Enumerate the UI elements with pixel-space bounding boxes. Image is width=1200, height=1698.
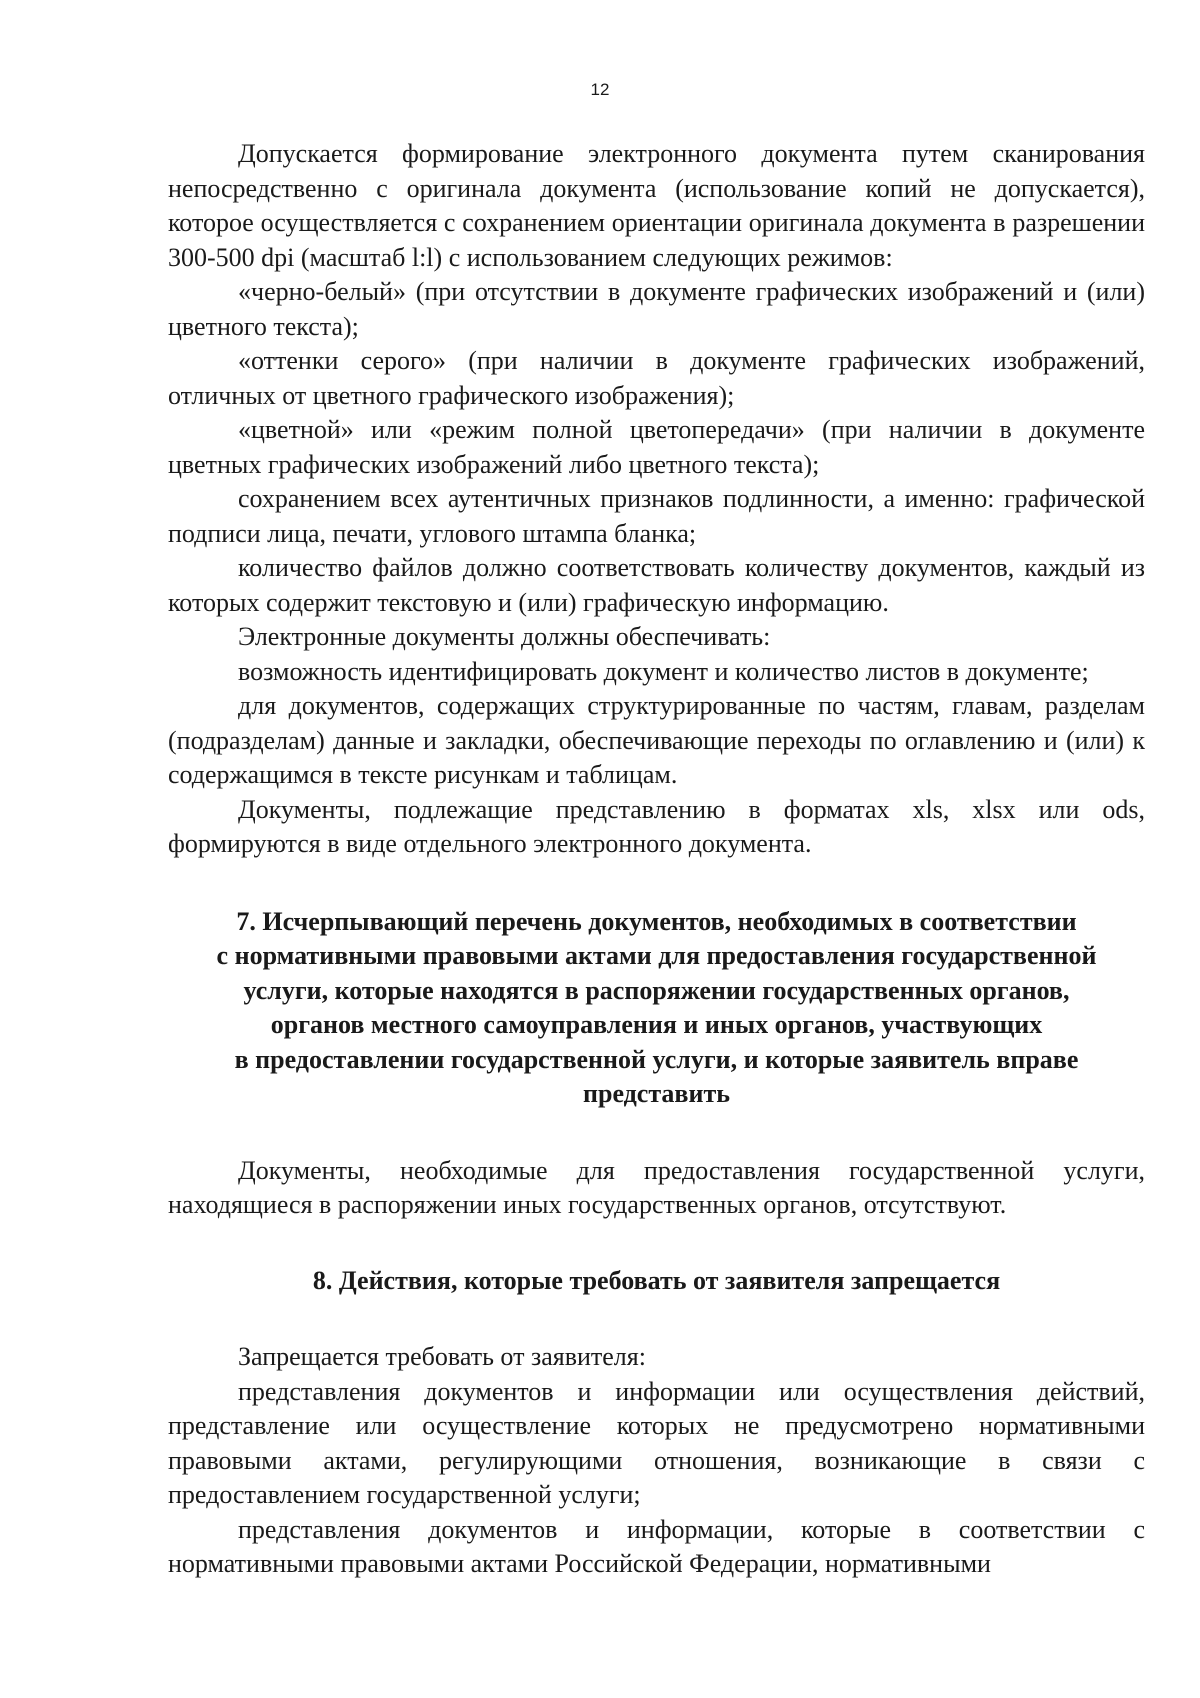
page-number: 12: [590, 80, 610, 99]
paragraph: «оттенки серого» (при наличии в документе графических изображений, отличных от цветного графического изображения);: [168, 346, 1145, 410]
heading-line: 7. Исчерпывающий перечень документов, необходимых в соответствии: [236, 906, 1077, 936]
paragraph: представления документов и информации или осуществления действий, представление или осуществление которых не предусмотрено нормативными правовыми актами, регулирующими отношения, возникающие в связи с предоставлением государственной услуги;: [168, 1376, 1145, 1509]
paragraph: Электронные документы должны обеспечивать:: [238, 622, 771, 651]
paragraph: представления документов и информации, которые в соответствии с нормативными правовыми актами Российской Федерации, нормативными: [168, 1514, 1145, 1578]
heading-line: органов местного самоуправления и иных органов, участвующих: [270, 1010, 1043, 1039]
paragraph: Документы, подлежащие представлению в форматах xls, xlsx или ods, формируются в виде отдельного электронного документа.: [168, 794, 1145, 858]
document-body: [168, 137, 1145, 1582]
paragraph: «цветной» или «режим полной цветопередачи» (при наличии в документе цветных графических изображений либо цветного текста);: [168, 415, 1145, 479]
paragraph: «черно-белый» (при отсутствии в документе графических изображений и (или) цветного текста);: [168, 277, 1145, 341]
paragraph: Запрещается требовать от заявителя:: [238, 1342, 646, 1371]
paragraph: количество файлов должно соответствовать количеству документов, каждый из которых содержит текстовую и (или) графическую информацию.: [168, 553, 1145, 617]
section-7-heading: [168, 905, 1145, 1112]
heading-line: в предоставлении государственной услуги, и которые заявитель вправе: [234, 1044, 1079, 1074]
paragraph: сохранением всех аутентичных признаков подлинности, а именно: графической подписи лица, печати, углового штампа бланка;: [168, 484, 1145, 548]
section-8-heading: 8. Действия, которые требовать от заявителя запрещается: [312, 1265, 1001, 1295]
paragraph: Документы, необходимые для предоставления государственной услуги, находящиеся в распоряжении иных государственных органов, отсутствуют.: [168, 1155, 1145, 1219]
paragraph: возможность идентифицировать документ и количество листов в документе;: [238, 656, 1089, 686]
heading-line: с нормативными правовыми актами для предоставления государственной: [216, 941, 1097, 970]
paragraph: для документов, содержащих структурированные по частям, главам, разделам (подразделам) данные и закладки, обеспечивающие переходы по оглавлению и (или) к содержащимся в тексте рисункам и таблицам.: [168, 691, 1145, 789]
paragraph: Допускается формирование электронного документа путем сканирования непосредственно с оригинала документа (использование копий не допускается), которое осуществляется с сохранением ориентации оригинала документа в разрешении 300-500 dpi (масштаб l:l) с использованием следующих режимов:: [168, 139, 1145, 272]
heading-line: представить: [583, 1079, 730, 1108]
heading-line: услуги, которые находятся в распоряжении государственных органов,: [243, 975, 1070, 1005]
